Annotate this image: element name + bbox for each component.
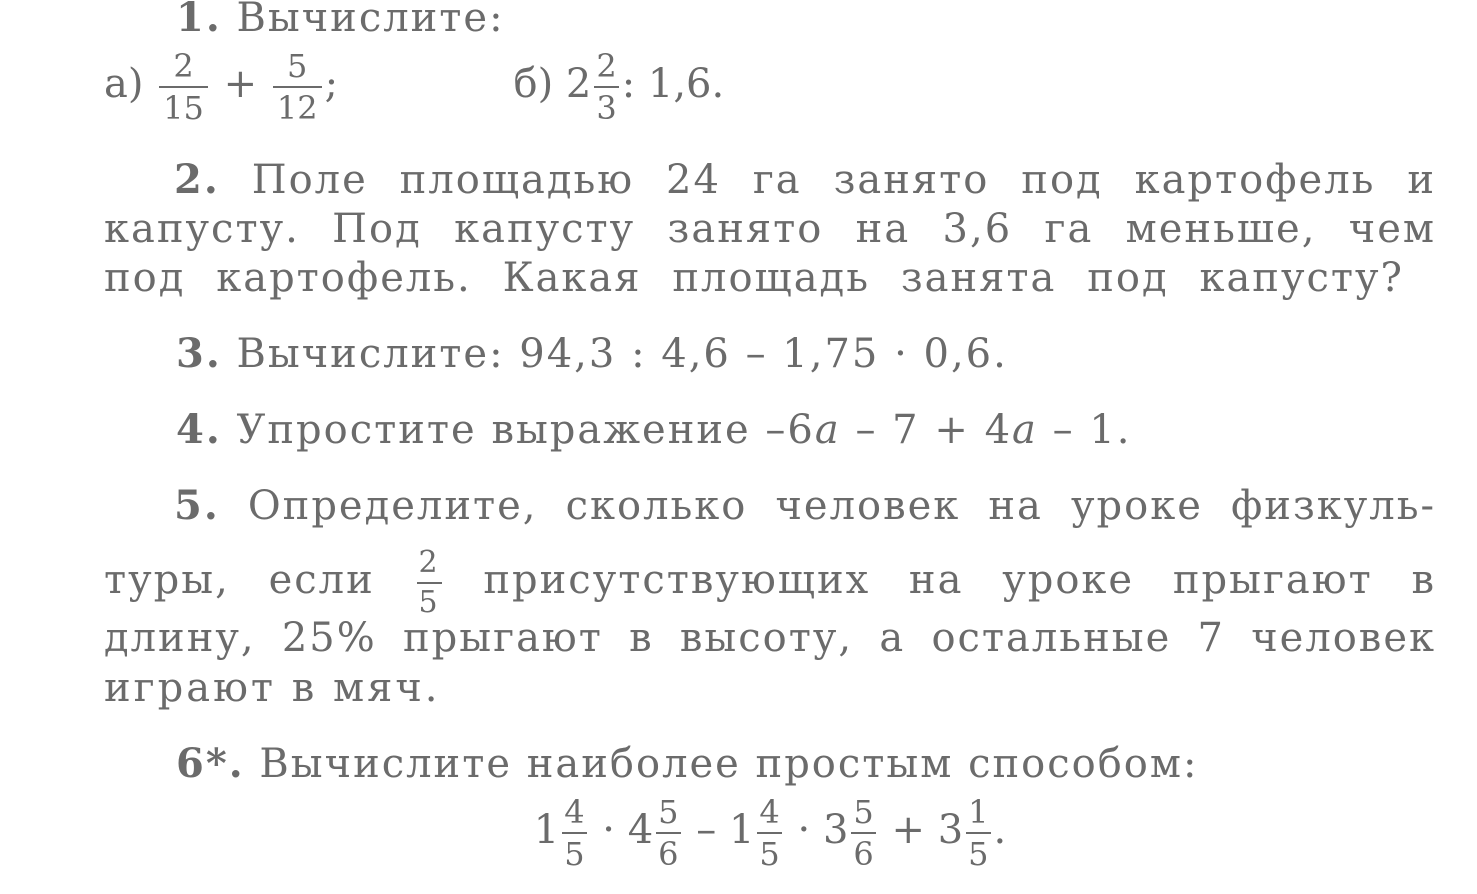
task1-a-fraction-2 xyxy=(273,47,322,127)
fraction-denominator: 3 xyxy=(596,89,617,127)
task1-a-label: а) xyxy=(104,61,144,107)
task1-b-rest: : 1,6. xyxy=(621,61,725,107)
term2-fraction xyxy=(656,793,680,873)
task3-text: Вычислите: 94,3 : 4,6 – 1,75 · 0,6. xyxy=(236,331,1008,377)
task1-number: 1. xyxy=(176,0,222,41)
fraction-numerator: 5 xyxy=(851,796,875,834)
task4-text-after: – 1. xyxy=(1037,407,1132,453)
period: . xyxy=(993,807,1007,853)
task4-text-before: Упростите выражение –6 xyxy=(236,407,815,453)
task5-fraction xyxy=(417,545,442,620)
fraction-numerator: 5 xyxy=(273,50,322,88)
fraction-numerator: 1 xyxy=(966,796,990,834)
fraction-numerator: 4 xyxy=(562,796,586,834)
fraction-numerator: 4 xyxy=(757,796,781,834)
plus-sign: + xyxy=(891,807,925,853)
task5-line3: длину, 25% прыгают в высоту, а остальные 7 человек xyxy=(104,615,1436,661)
fraction-denominator: 6 xyxy=(658,835,679,873)
plus-sign: + xyxy=(223,61,258,107)
task5-line2 xyxy=(104,545,1436,620)
task1-header xyxy=(176,0,505,42)
task6-number: 6*. xyxy=(176,740,245,787)
task5-text-line2-after: присутствующих на уроке прыгают в xyxy=(483,557,1436,603)
task3 xyxy=(176,330,1008,378)
task2-text-line1: Поле площадью 24 га занято под картофель и xyxy=(251,157,1436,203)
fraction-denominator: 15 xyxy=(163,89,204,127)
task5-line1 xyxy=(104,482,1436,530)
term3-whole: 1 xyxy=(728,807,755,853)
task6-expression xyxy=(0,793,1477,873)
task4-number: 4. xyxy=(176,406,222,453)
fraction-denominator: 5 xyxy=(968,835,989,873)
multiply-sign: · xyxy=(602,807,615,853)
multiply-sign: · xyxy=(797,807,811,853)
fraction-denominator: 6 xyxy=(853,835,874,873)
task1-b-whole: 2 xyxy=(565,61,592,107)
term4-fraction xyxy=(851,793,875,873)
fraction-denominator: 5 xyxy=(759,835,780,873)
fraction-numerator: 2 xyxy=(594,50,618,88)
task3-number: 3. xyxy=(176,330,222,377)
semicolon: ; xyxy=(324,61,339,107)
term2-whole: 4 xyxy=(627,807,654,853)
task4 xyxy=(176,406,1131,454)
term4-whole: 3 xyxy=(822,807,849,853)
fraction-numerator: 5 xyxy=(656,796,680,834)
task4-variable-a: a xyxy=(814,407,841,453)
task2-line3: под картофель. Какая площадь занята под капусту? xyxy=(104,255,1404,301)
task2-line2: капусту. Под капусту занято на 3,6 га меньше, чем xyxy=(104,206,1436,252)
term3-fraction xyxy=(757,793,781,873)
term1-fraction xyxy=(562,793,586,873)
task2-number: 2. xyxy=(174,156,220,203)
task4-text-mid: – 7 + 4 xyxy=(840,407,1013,453)
task2-line1 xyxy=(104,156,1436,204)
task5-text-line1: Определите, сколько человек на уроке физкуль- xyxy=(247,483,1436,529)
task6-header xyxy=(176,740,1198,788)
task4-variable-a: a xyxy=(1012,407,1038,453)
task1-a-fraction-1 xyxy=(159,47,208,127)
fraction-denominator: 12 xyxy=(276,89,318,127)
task5-number: 5. xyxy=(174,482,220,529)
fraction-denominator: 5 xyxy=(564,835,585,873)
fraction-numerator: 2 xyxy=(159,50,208,88)
term5-whole: 3 xyxy=(937,807,964,853)
task1-title: Вычислите: xyxy=(236,0,505,41)
task1-b-label: б) xyxy=(513,61,554,107)
term1-whole: 1 xyxy=(533,807,560,853)
minus-sign: – xyxy=(696,807,717,853)
task6-title: Вычислите наиболее простым способом: xyxy=(259,741,1199,787)
fraction-denominator: 5 xyxy=(418,585,440,620)
task1-b-fraction xyxy=(594,47,618,127)
fraction-numerator: 2 xyxy=(417,548,442,584)
task5-line4: играют в мяч. xyxy=(104,665,441,711)
task5-text-line2-before: туры, если xyxy=(104,557,375,603)
term5-fraction xyxy=(966,793,990,873)
task1-expressions xyxy=(104,47,725,127)
